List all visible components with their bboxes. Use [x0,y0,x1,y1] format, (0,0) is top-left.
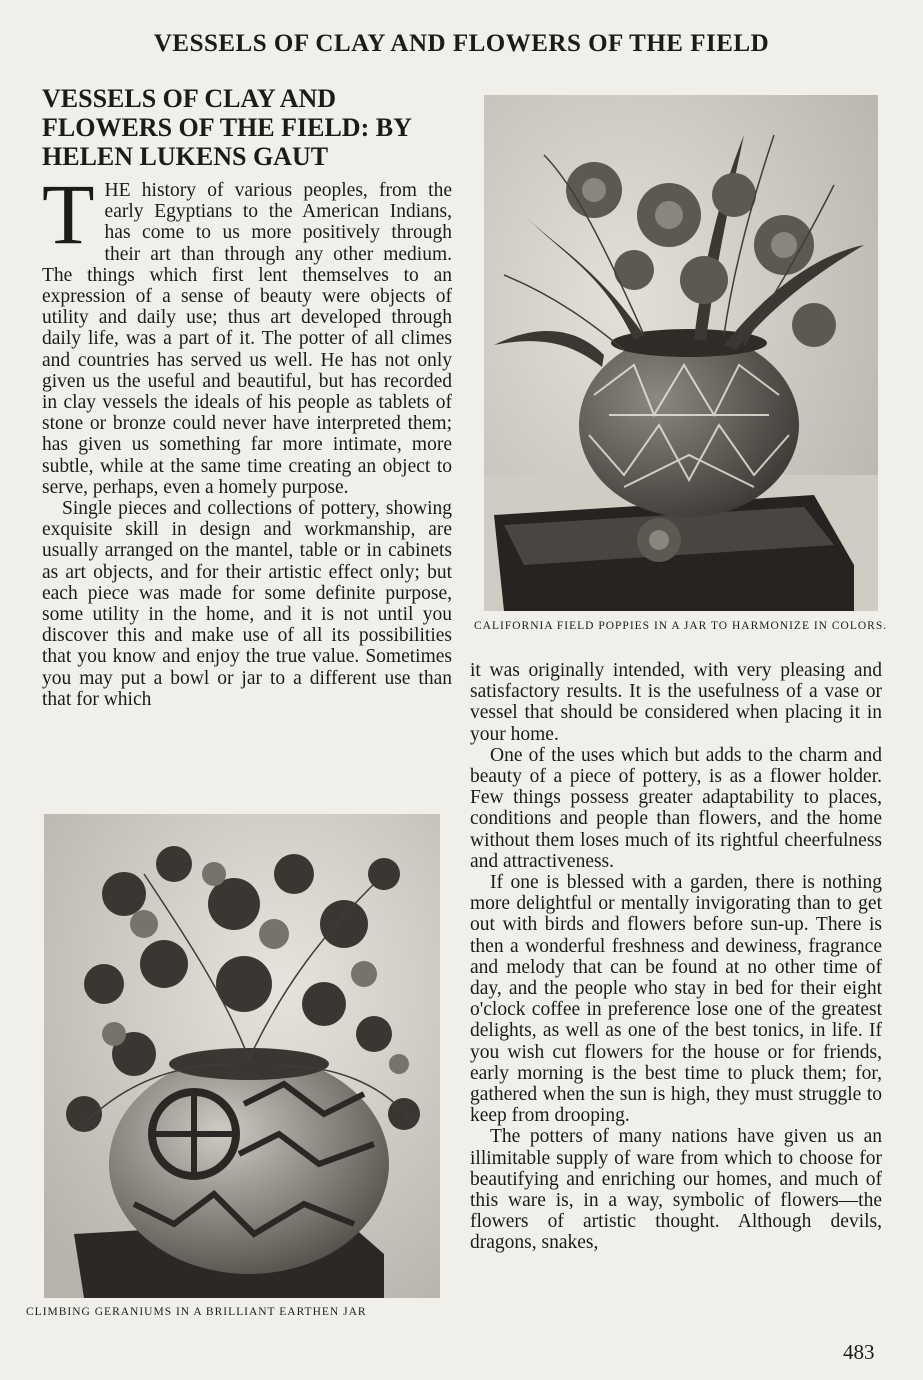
running-head: VESSELS OF CLAY AND FLOWERS OF THE FIELD [153,30,770,57]
paragraph: it was originally intended, with very pleasing and satisfactory results. It is the usefulness of a vase or vessel that should be considered when placing it in your home. [470,660,882,745]
paragraph: Single pieces and collections of pottery, showing exquisite skill in design and workmanship, are usually arranged on the mantel, table or in cabinets as art objects, and for their artistic effect only; but each piece was made for some definite purpose, some utility in the home, and it is not until you discover this and make use of all its possibilities that you know and enjoy the true value. Sometimes you may put a bowl or jar to a different use than that for which [42,498,452,710]
paragraph [42,166,452,498]
poppies-jar-photo [484,95,878,611]
left-text-column [42,166,452,710]
poppies-caption: CALIFORNIA FIELD POPPIES IN A JAR TO HARMONIZE IN COLORS. [474,620,888,632]
paragraph: If one is blessed with a garden, there is nothing more delightful or mentally invigorating than to get out with birds and flowers before sun-up. There is then a wonderful freshness and dewiness, fragrance and melody that can be found at no other time of day, and the people who stay in bed for their eight o'clock coffee in preference lose one of the greatest delights, as well as one of the best tonics, in life. If you wish cut flowers for the house or for friends, early morning is the best time to pluck them; for, gathered when the sun is high, they must struggle to keep from drooping. [470,872,882,1127]
page-number: 483 [843,1340,875,1364]
paragraph-text: HE history of various peoples, from the early Egyptians to the American Indians, has come to us more positively through their art than through any other medium. The things which first lent themselves to an expression of a sense of beauty were objects of utility and daily use; thus art developed through daily life, was a part of it. The potter of all climes and countries has served us well. He has not only given us the useful and beautiful, but has recorded in clay vessels the ideals of his people as tablets of stone or bronze could never have interpreted them; has given us something far more intimate, more subtle, while at the same time creating an object to serve, perhaps, even a homely purpose. [42,180,452,498]
article-title: VESSELS OF CLAY AND FLOWERS OF THE FIELD: BY HELEN LUKENS GAUT [42,84,411,171]
geraniums-jar-photo [44,814,440,1298]
paragraph: The potters of many nations have given us an illimitable supply of ware from which to choose for beautifying and enriching our homes, and much of this ware is, in a way, symbolic of flowers—the flowers of artistic thought. Although devils, dragons, snakes, [470,1126,882,1254]
paragraph: One of the uses which but adds to the charm and beauty of a piece of pottery, is as a flower holder. Few things possess greater adaptability to places, conditions and people than flowers, and the home without them loses much of its rightful cheerfulness and attractiveness. [470,744,882,872]
drop-cap: T [42,166,95,262]
geraniums-caption: CLIMBING GERANIUMS IN A BRILLIANT EARTHEN JAR [26,1306,367,1318]
right-text-column [470,660,882,1254]
